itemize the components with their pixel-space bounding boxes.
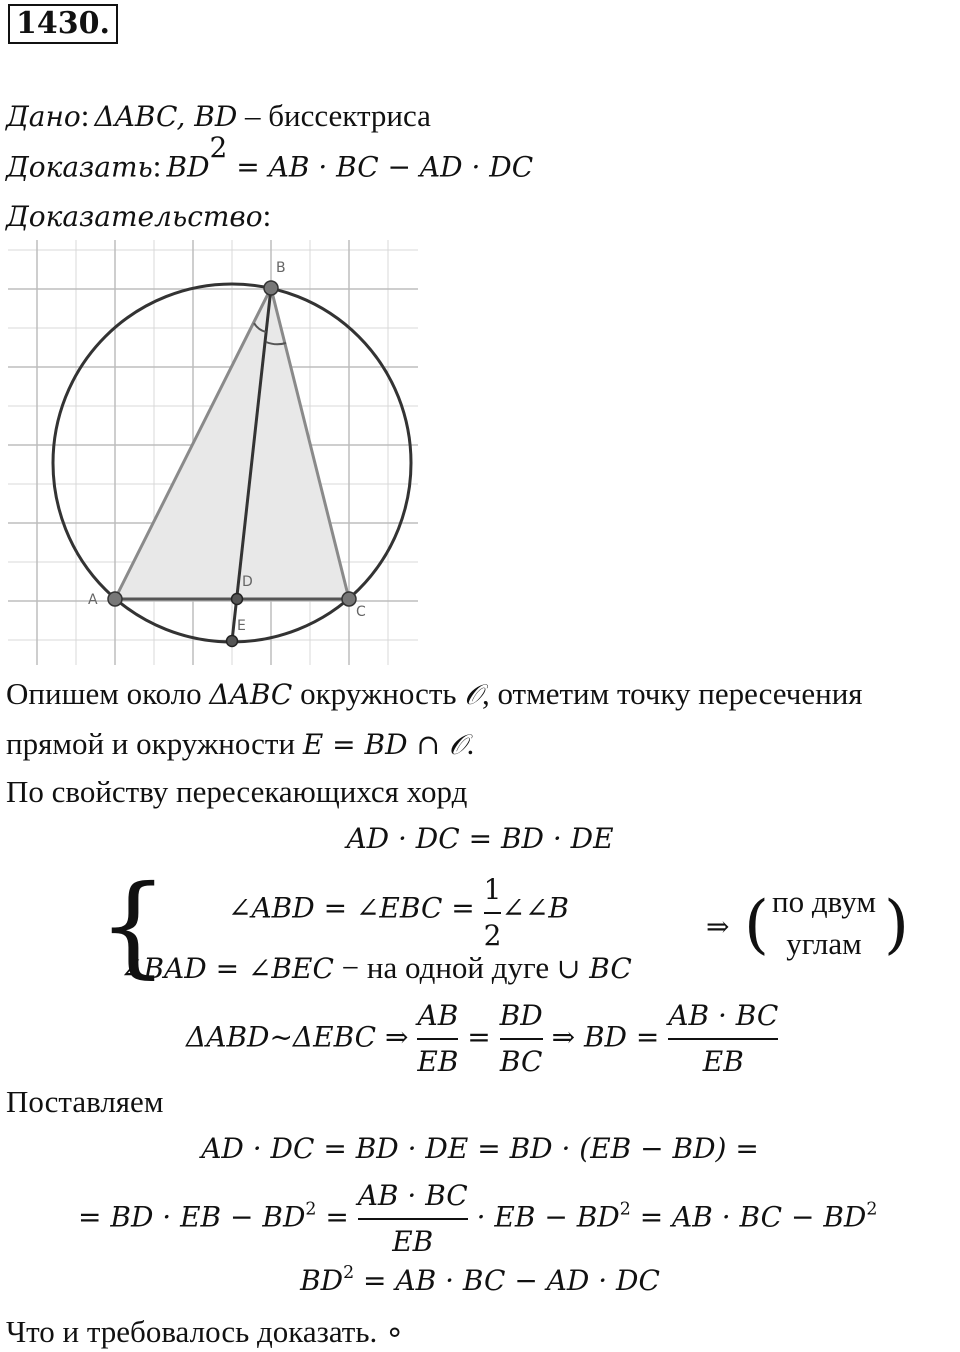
equation-substitution-2: = BD · EB − $BD^2$ = $\frac{AB \cdot BC}{EB}$ · EB − $BD^2$ = AB · BC − $BD^2$: [78, 1174, 877, 1264]
point-a: [108, 592, 122, 606]
fraction-abbc-eb-2: $\frac{AB \cdot BC}{EB}$: [358, 1174, 468, 1264]
point-c: [342, 592, 356, 606]
point-e: [227, 636, 238, 647]
prove-label: Доказать: [6, 150, 153, 184]
equation-result: $BD^2$ = AB · BC − AD · DC: [300, 1262, 660, 1297]
text-chords-property: По свойству пересекающихся хорд: [6, 774, 468, 809]
equation-similarity: ΔABD~ΔEBC ⇒ $\frac{AB}{EB}$ = $\frac{BD}{BC}$ ⇒ BD = $\frac{AB \cdot BC}{EB}$: [186, 994, 778, 1084]
point-d: [232, 594, 243, 605]
fraction-bd-bc: $\frac{BD}{BC}$: [500, 994, 543, 1084]
prove-line: Доказать: $BD^2$ = AB · BC − AD · DC: [6, 131, 534, 184]
given-label: Дано: [6, 100, 81, 133]
system-line1: ∠ABD = ∠EBC = $\frac{1}{2}$ ∠∠B: [228, 868, 569, 958]
label-c: C: [356, 604, 366, 620]
reason-top: по двум: [772, 884, 876, 919]
proof-label-line: Доказательство:: [6, 198, 272, 233]
conclusion-text: Что и требовалось доказать. ∘: [6, 1314, 405, 1349]
system-brace: {: [98, 861, 168, 989]
label-d: D: [242, 574, 253, 590]
prove-lhs: BD: [166, 150, 210, 184]
proof-label: Доказательство: [6, 200, 263, 233]
given-line: Дано: ΔABC, BD – биссектриса: [6, 98, 431, 133]
reason-bottom: углам: [786, 926, 862, 961]
implies-arrow: ⇒: [706, 910, 730, 943]
equation-substitution-1: AD · DC = BD · DE = BD · (EB − BD) =: [201, 1132, 759, 1165]
system-line2: ∠BAD = ∠BEC − на одной дуге ∪ BC: [120, 950, 632, 985]
prove-rhs: = AB · BC − AD · DC: [227, 150, 534, 184]
text-circumscribe-line1: Опишем около ΔABC окружность 𝒪, отметим точку пересечения: [6, 676, 863, 711]
right-paren: ): [884, 888, 909, 962]
fraction-half: $\frac{1}{2}$: [484, 868, 502, 958]
point-b: [264, 281, 278, 295]
problem-number: 1430.: [8, 4, 118, 44]
fraction-abbc-eb: $\frac{AB \cdot BC}{EB}$: [668, 994, 778, 1084]
left-paren: (: [744, 888, 769, 962]
equation-chords: AD · DC = BD · DE: [346, 822, 614, 855]
label-e: E: [237, 618, 246, 634]
given-content: ΔABC, BD: [94, 100, 238, 133]
label-b: B: [276, 260, 286, 276]
text-substitute: Поставляем: [6, 1084, 164, 1119]
label-a: A: [88, 592, 98, 608]
geometry-figure: [0, 240, 430, 670]
given-dash-text: – биссектриса: [237, 98, 431, 133]
fraction-ab-eb: $\frac{AB}{EB}$: [417, 994, 458, 1084]
text-circumscribe-line2: прямой и окружности E = BD ∩ 𝒪.: [6, 726, 475, 761]
